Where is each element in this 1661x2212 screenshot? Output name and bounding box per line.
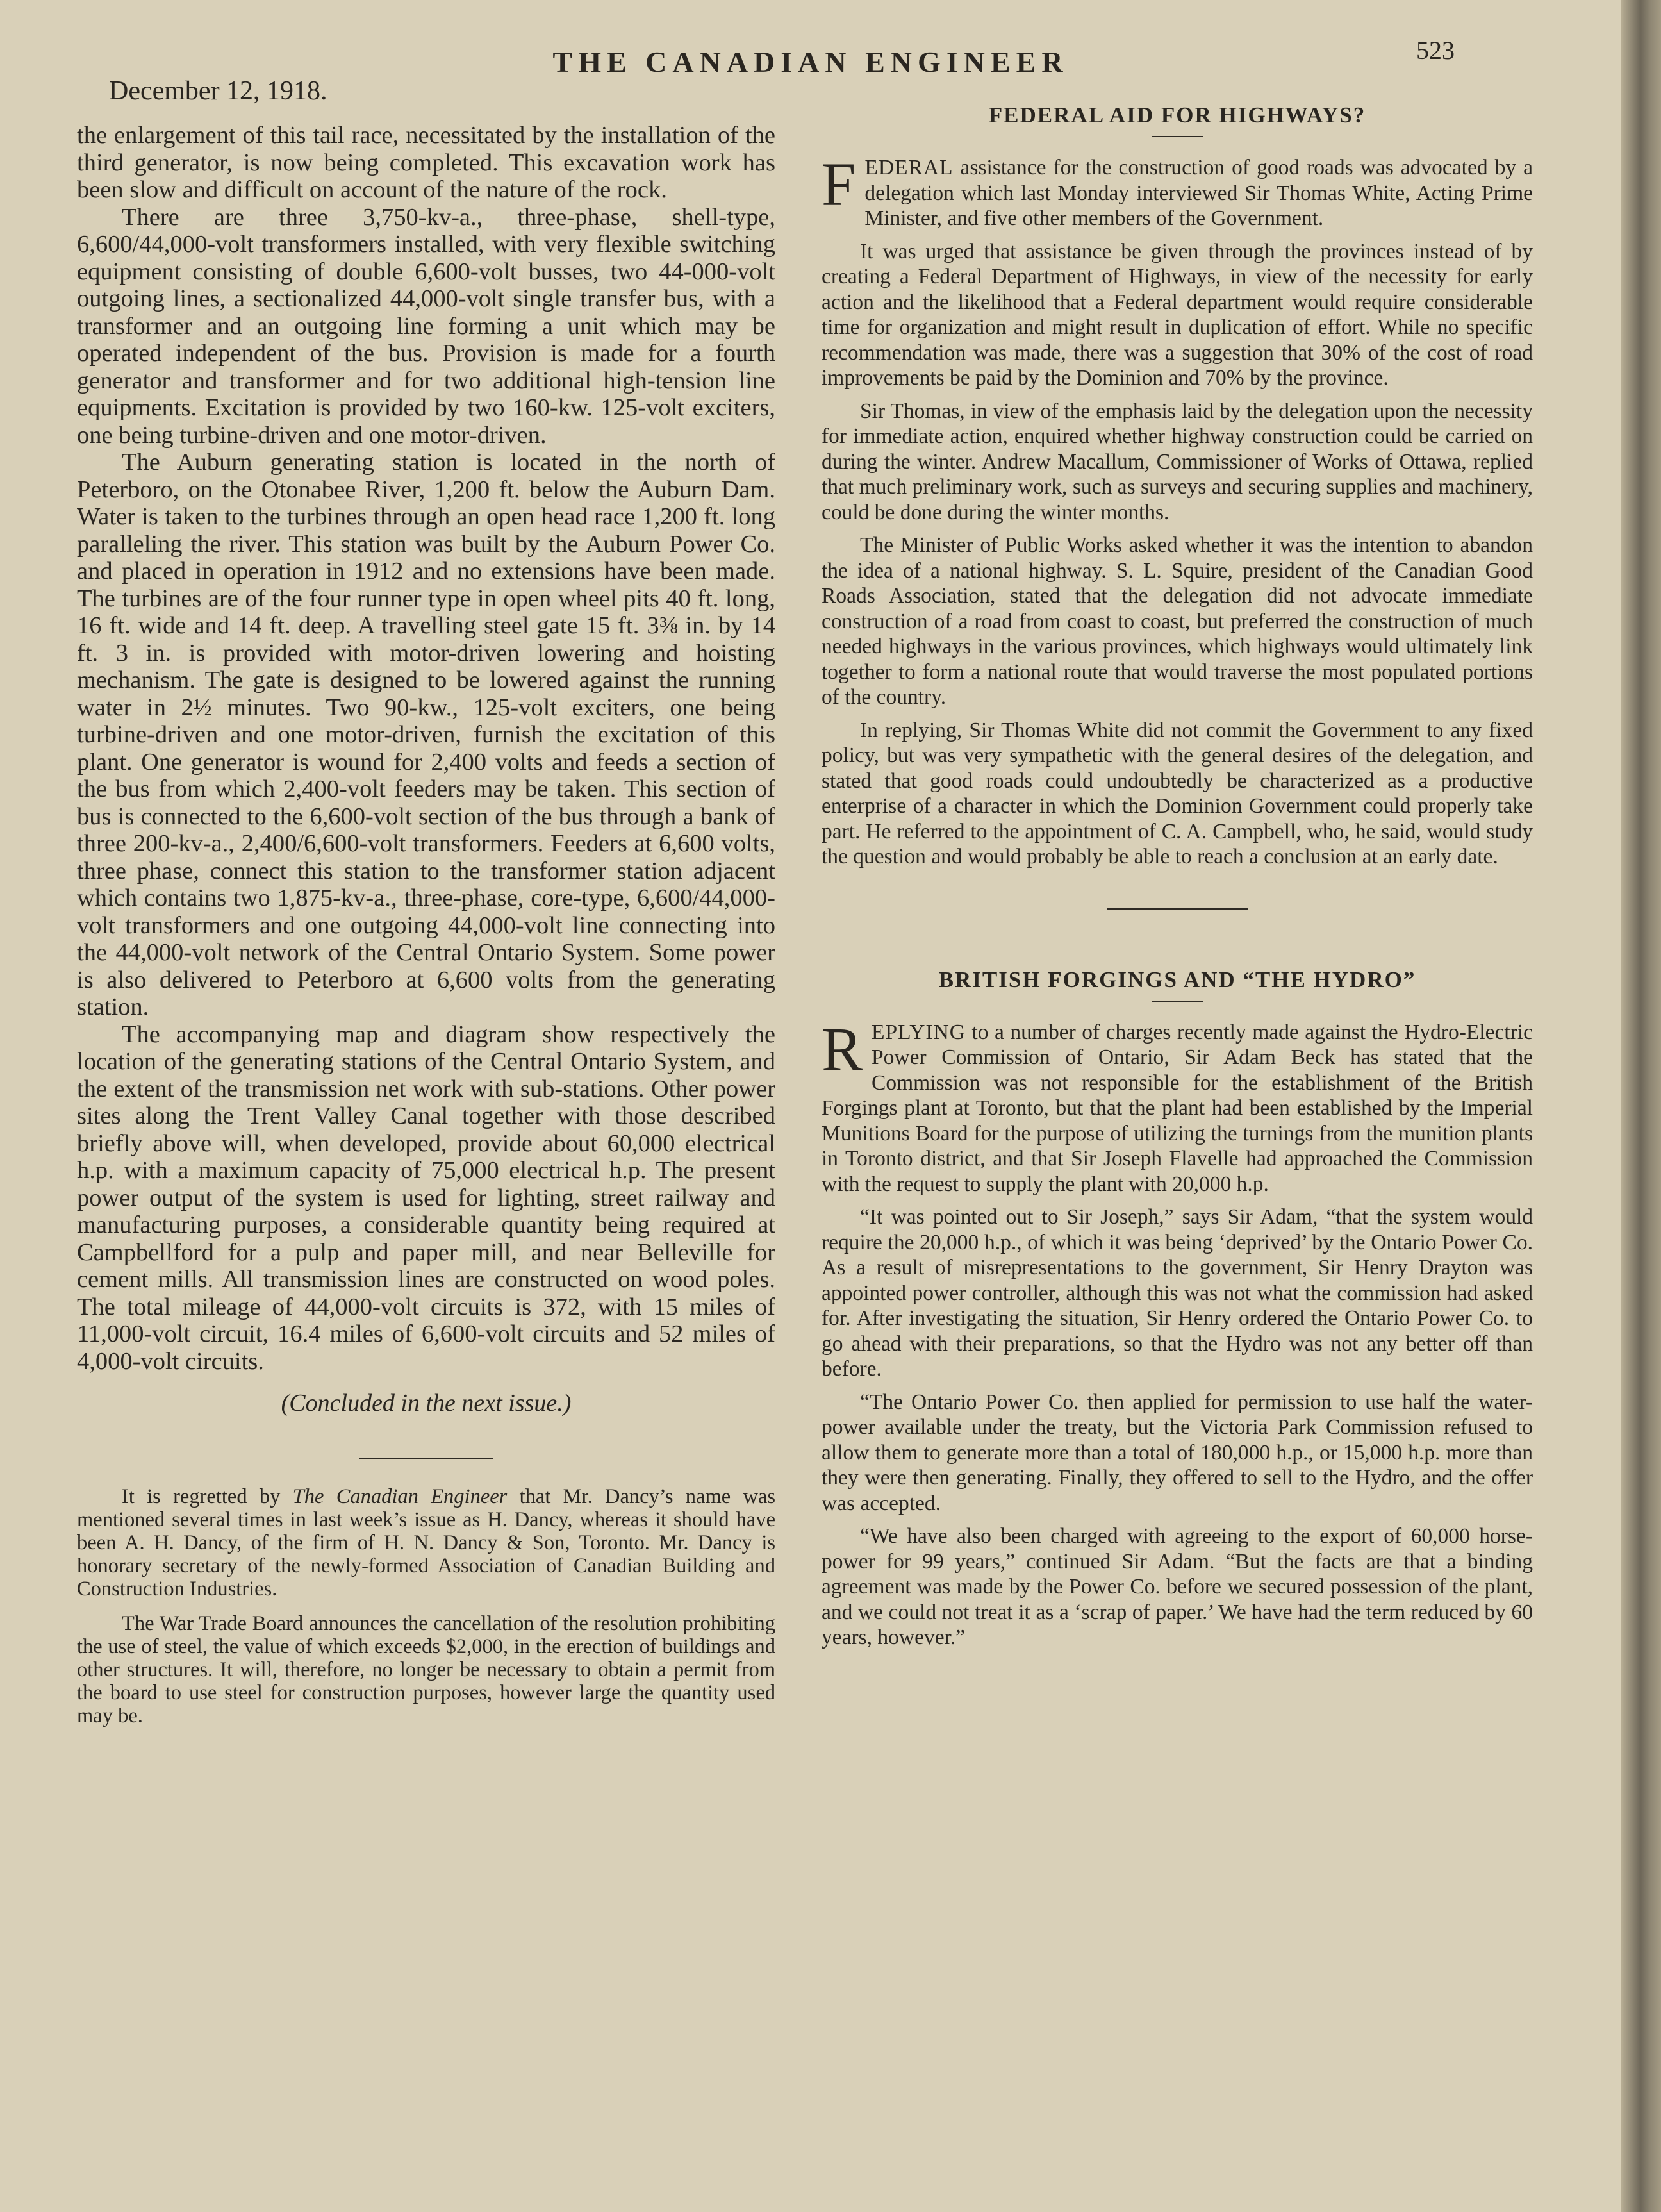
article1-paragraph-3: Sir Thomas, in view of the emphasis laid by the delegation upon the necessity for immediate action, enquired whether highway construction could be carried on during the winter. Andrew Macallum, Commissioner of Works of Ottawa, replied that much preliminary work, such as surveys and securing supplies and machinery, could be done during the winter months. bbox=[822, 399, 1533, 524]
article1-paragraph-4: The Minister of Public Works asked whether it was the intention to abandon the idea of a national highway. S. L. Squire, president of the Canadian Good Roads Association, stated that the delegation did not advocate immediate construction of a road from coast to coast, but preferred the construction of much needed highways in the various provinces, which highways would ultimately link together to form a national route that would traverse the most populated portions of the country. bbox=[822, 533, 1533, 709]
left-paragraph-1: the enlargement of this tail race, necessitated by the installation of the third generator, is now being completed. This excavation work has been slow and difficult on account of the nature of the rock. bbox=[77, 122, 775, 203]
article2-paragraph-2: “It was pointed out to Sir Joseph,” says Sir Adam, “that the system would require the 20,000 h.p., of which it was being ‘deprived’ by the Ontario Power Co. As a result of misrepresentations to the government, Sir Henry Drayton was appointed power controller, although this was not what the commission had asked for. After investigating the situation, Sir Henry ordered the Ontario Power Co. to go ahead with their preparations, so that the Hydro was not any better off than before. bbox=[822, 1205, 1533, 1381]
correction-note-start: It is regretted by bbox=[122, 1485, 293, 1508]
lead-small-caps: EDERAL bbox=[864, 156, 954, 179]
article1-lead-paragraph bbox=[822, 150, 1533, 231]
journal-title: THE CANADIAN ENGINEER bbox=[552, 46, 1069, 78]
drop-cap-letter: F bbox=[822, 150, 856, 219]
article2-lead-paragraph bbox=[822, 1014, 1533, 1197]
journal-name-italic: The Canadian Engineer bbox=[292, 1485, 508, 1508]
correction-note bbox=[77, 1485, 775, 1601]
headline-rule bbox=[1152, 136, 1203, 137]
article1-paragraph-2: It was urged that assistance be given through the provinces instead of by creating a Federal Department of Highways, in view of the necessity for early action and the likelihood that a Federal department would require considerable time for organization and might result in duplication of effort. While no specific recommendation was made, there was a suggestion that 30% of the cost of road improvements be paid by the Dominion and 70% by the province. bbox=[822, 239, 1533, 390]
issue-date: December 12, 1918. bbox=[109, 76, 327, 106]
article2-paragraph-4: “We have also been charged with agreeing to the export of 60,000 horse-power for 99 years,” continued Sir Adam. “But the facts are that a binding agreement was made by the Power Co. before we secured possession of the plant, and we could not treat it as a ‘scrap of paper.’ We have had the term reduced by 60 years, however.” bbox=[822, 1524, 1533, 1649]
page-number: 523 bbox=[1416, 36, 1455, 65]
article-headline-federal-aid: FEDERAL AID FOR HIGHWAYS? bbox=[988, 103, 1366, 128]
correction-note-end: that Mr. Dancy’s name was mentioned several times in last week’s issue as H. Dancy, whereas it should have been A. H. Dancy, of the firm of H. N. Dancy & Son, Toronto. Mr. Dancy is honorary secretary of the newly-formed Association of Canadian Building and Construction Industries. bbox=[77, 1485, 775, 1601]
left-paragraph-4: The accompanying map and diagram show respectively the location of the generating stations of the Central Ontario System, and the extent of the transmission net work with sub-stations. Other power sites along the Trent Valley Canal together with those described briefly above will, when developed, provide about 60,000 electrical h.p. with a maximum capacity of 75,000 electrical h.p. The present power output of the system is used for lighting, street railway and manufacturing purposes, a considerable quantity being required at Campbellford for a pulp and paper mill, and near Belleville for cement mills. All transmission lines are constructed on wood poles. The total mileage of 44,000-volt circuits is 372, with 15 miles of 11,000-volt circuit, 16.4 miles of 6,600-volt circuits and 52 miles of 4,000-volt circuits. bbox=[77, 1020, 775, 1375]
lead-small-caps: EPLYING bbox=[872, 1020, 966, 1044]
lead-text: to a number of charges recently made against the Hydro-Electric Power Commission of Ontario, Sir Adam Beck has stated that the Commission was not responsible for the establishment of the British Forgings plant at Toronto, but that the plant had been established by the Imperial Munitions Board for the purpose of utilizing the turnings from the munition plants in Toronto district, and that Sir Joseph Flavelle had approached the Commission with the request to supply the plant with 20,000 h.p. bbox=[822, 1020, 1533, 1196]
divider-rule bbox=[359, 1458, 493, 1459]
concluded-note: (Concluded in the next issue.) bbox=[281, 1390, 572, 1417]
left-paragraph-3: The Auburn generating station is located in the north of Peterboro, on the Otonabee River, 1,200 ft. below the Auburn Dam. Water is taken to the turbines through an open head race 1,200 ft. long paralleling the river. This station was built by the Auburn Power Co. and placed in operation in 1912 and no extensions have been made. The turbines are of the four runner type in open wheel pits 40 ft. long, 16 ft. wide and 14 ft. deep. A travelling steel gate 15 ft. 3⅜ in. by 14 ft. 3 in. is provided with motor-driven lowering and hoisting mechanism. The gate is designed to be lowered against the running water in 2½ minutes. Two 90-kw., 125-volt exciters, one being turbine-driven and one motor-driven, furnish the excitation of this plant. One generator is wound for 2,400 volts and feeds a section of the bus from which 2,400-volt feeders may be taken. This section of bus is connected to the 6,600-volt section of the bus through a bank of three 200-kv-a., 2,400/6,600-volt transformers. Feeders at 6,600 volts, three phase, connect this station to the transformer station adjacent which contains two 1,875-kv-a., three-phase, core-type, 6,600/44,000-volt transformers and one outgoing 44,000-volt line connecting into the 44,000-volt network of the Central Ontario System. Some power is also delivered to Peterboro at 6,600 volts from the generating station. bbox=[77, 449, 775, 1020]
article2-paragraph-3: “The Ontario Power Co. then applied for permission to use half the water-power available under the treaty, but the Victoria Park Commission refused to allow them to generate more than a total of 180,000 h.p., or 15,000 h.p. more than they were then generating. Finally, they offered to sell to the Hydro, and the offer was accepted. bbox=[822, 1390, 1533, 1515]
book-spine-edge bbox=[1621, 0, 1661, 2212]
article1-paragraph-5: In replying, Sir Thomas White did not commit the Government to any fixed policy, but was very sympathetic with the general desires of the delegation, and stated that good roads could undoubtedly be characterized as a productive enterprise of a character in which the Dominion Government could properly take part. He referred to the appointment of C. A. Campbell, who, he said, would study the question and would probably be able to reach a conclusion at an early date. bbox=[822, 718, 1533, 869]
left-paragraph-2: There are three 3,750-kv-a., three-phase, shell-type, 6,600/44,000-volt transformers installed, with very flexible switching equipment consisting of double 6,600-volt busses, two 44-000-volt outgoing lines, a sectionalized 44,000-volt single transfer bus, with a transformer and an outgoing line forming a unit which may be operated independent of the bus. Provision is made for a fourth generator and transformer and for two additional high-tension line equipments. Excitation is provided by two 160-kw. 125-volt exciters, one being turbine-driven and one motor-driven. bbox=[77, 203, 775, 449]
article-headline-british-forgings: BRITISH FORGINGS AND “THE HYDRO” bbox=[938, 967, 1416, 992]
left-column bbox=[77, 122, 775, 1739]
right-column bbox=[822, 103, 1533, 1658]
drop-cap-letter: R bbox=[822, 1014, 863, 1083]
headline-rule bbox=[1152, 1001, 1203, 1002]
lead-text: assistance for the construction of good roads was advocated by a delegation which last Monday interviewed Sir Thomas White, Acting Prime Minister, and five other members of the Government. bbox=[864, 156, 1533, 230]
article-separator-rule bbox=[1107, 908, 1248, 910]
war-trade-board-note: The War Trade Board announces the cancellation of the resolution prohibiting the use of steel, the value of which exceeds $2,000, in the erection of buildings and other structures. It will, therefore, no longer be necessary to obtain a permit from the board to use steel for construction purposes, however large the quantity used may be. bbox=[77, 1612, 775, 1727]
